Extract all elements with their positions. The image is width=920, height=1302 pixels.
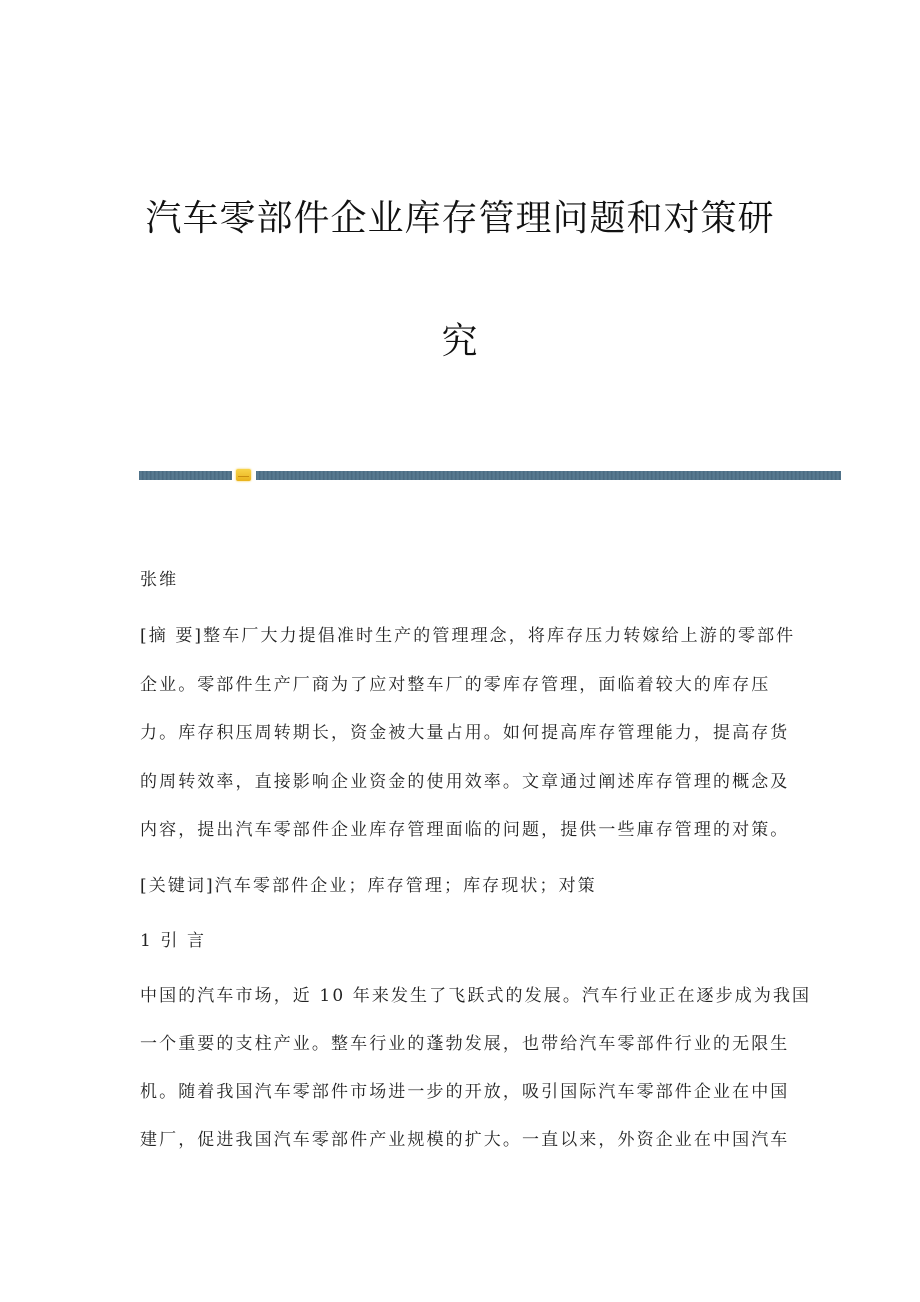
body-line: 机。随着我国汽车零部件市场进一步的开放，吸引国际汽车零部件企业在中国 <box>140 1082 790 1102</box>
abstract-line: 力。库存积压周转期长，资金被大量占用。如何提高库存管理能力，提高存货 <box>140 723 790 743</box>
abstract-line: 的周转效率，直接影响企业资金的使用效率。文章通过阐述库存管理的概念及 <box>140 772 790 792</box>
author-name: 张维 <box>140 570 179 590</box>
divider-bar-left <box>139 471 232 480</box>
body-line: 一个重要的支柱产业。整车行业的蓬勃发展，也带给汽车零部件行业的无限生 <box>140 1034 790 1054</box>
section-heading: 1 引 言 <box>140 931 207 951</box>
document-title-line-1: 汽车零部件企业库存管理问题和对策研 <box>145 198 775 239</box>
document-title-line-2: 究 <box>441 321 479 362</box>
divider-bar-right <box>256 471 841 480</box>
abstract-line: [摘 要]整车厂大力提倡准时生产的管理理念，将库存压力转嫁给上游的零部件 <box>140 626 796 646</box>
body-line: 建厂，促进我国汽车零部件产业规模的扩大。一直以来，外资企业在中国汽车 <box>140 1130 790 1150</box>
abstract-line: 内容，提出汽车零部件企业库存管理面临的问题，提供一些庫存管理的对策。 <box>140 820 790 840</box>
envelope-icon <box>236 469 251 481</box>
body-line: 中国的汽车市场，近 10 年来发生了飞跃式的发展。汽车行业正在逐步成为我国 <box>140 986 812 1006</box>
abstract-line: 企业。零部件生产厂商为了应对整车厂的零库存管理，面临着较大的库存压 <box>140 675 771 695</box>
keywords: [关键词]汽车零部件企业；库存管理；库存现状；对策 <box>140 876 597 896</box>
